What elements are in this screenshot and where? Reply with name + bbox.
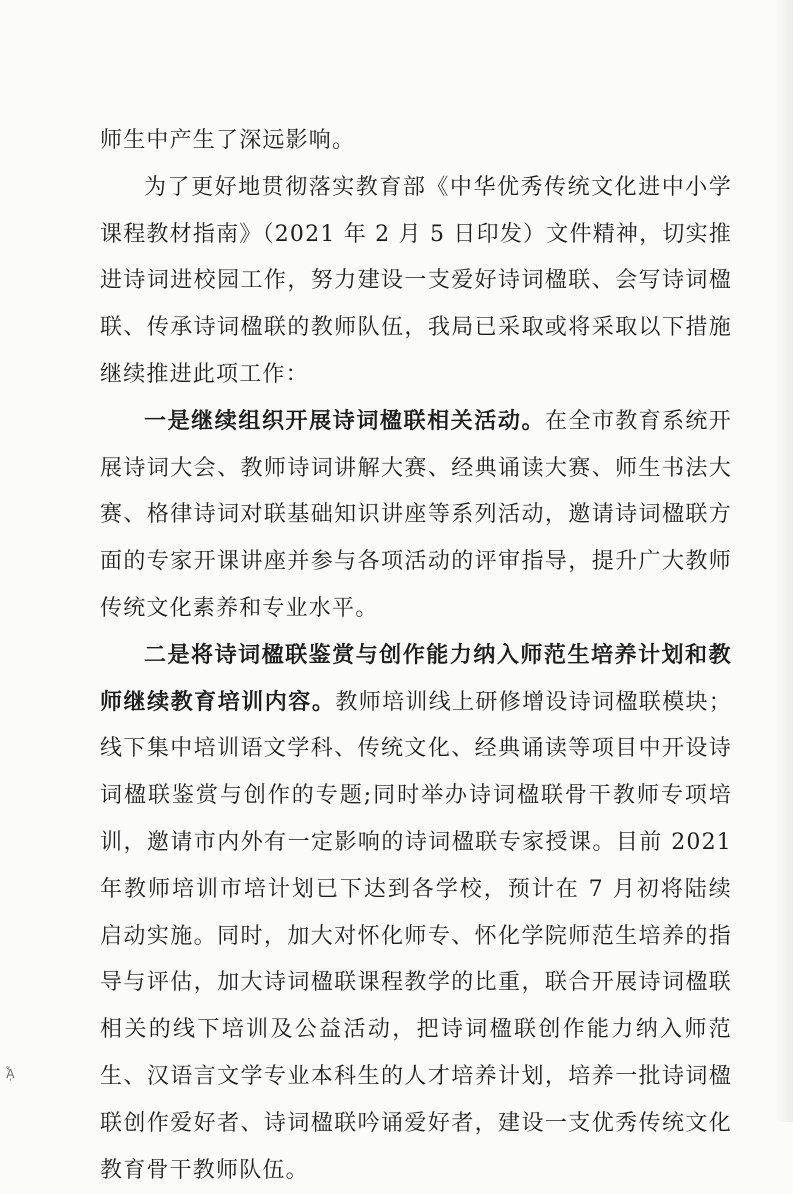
paragraph-lead-heading: 一是继续组织开展诗词楹联相关活动。 (144, 408, 546, 434)
paragraph-intro (100, 165, 732, 399)
margin-mark: ᾎ (6, 1067, 15, 1081)
scan-shadow-edge (775, 0, 793, 1122)
paragraph-lead-heading: 二是将诗词楹联鉴赏与创作能力纳入师范生培养计划和教师继续教育培训内容。 (100, 642, 732, 715)
paragraph-text: 教师培训线上研修增设诗词楹联模块；线下集中培训语文学科、传统文化、经典诵读等项目中开设诗词楹联鉴赏与创作的专题;同时举办诗词楹联骨干教师专项培训，邀请市内外有一定影响的诗词楹联专家授课。目前 2021 年教师培训市培计划已下达到各学校，预计在 7 月初将陆续启动实施。同时，加大对怀化师专、怀化学院师范生培养的指导与评估，加大诗词楹联课程教学的比重，联合开展诗词楹联相关的线下培训及公益活动，把诗词楹联创作能力纳入师范生、汉语言文学专业本科生的人才培养计划，培养一批诗词楹联创作爱好者、诗词楹联吟诵爱好者，建设一支优秀传统文化教育骨干教师队伍。 (100, 689, 732, 1183)
document-body (100, 118, 732, 1194)
paragraph-text: 在全市教育系统开展诗词大会、教师诗词讲解大赛、经典诵读大赛、师生书法大赛、格律诗词对联基础知识讲座等系列活动，邀请诗词楹联方面的专家开课讲座并参与各项活动的评审指导，提升广大教师传统文化素养和专业水平。 (100, 408, 732, 621)
paragraph-continuation (100, 118, 732, 165)
paragraph-measure-two (100, 633, 732, 1194)
paragraph-text: 为了更好地贯彻落实教育部《中华优秀传统文化进中小学课程教材指南》（2021 年 2 月 5 日印发）文件精神，切实推进诗词进校园工作，努力建设一支爱好诗词楹联、会写诗词楹联、传承诗词楹联的教师队伍，我局已采取或将采取以下措施继续推进此项工作： (100, 174, 732, 387)
paragraph-measure-one (100, 399, 732, 633)
paragraph-text: 师生中产生了深远影响。 (100, 128, 356, 153)
